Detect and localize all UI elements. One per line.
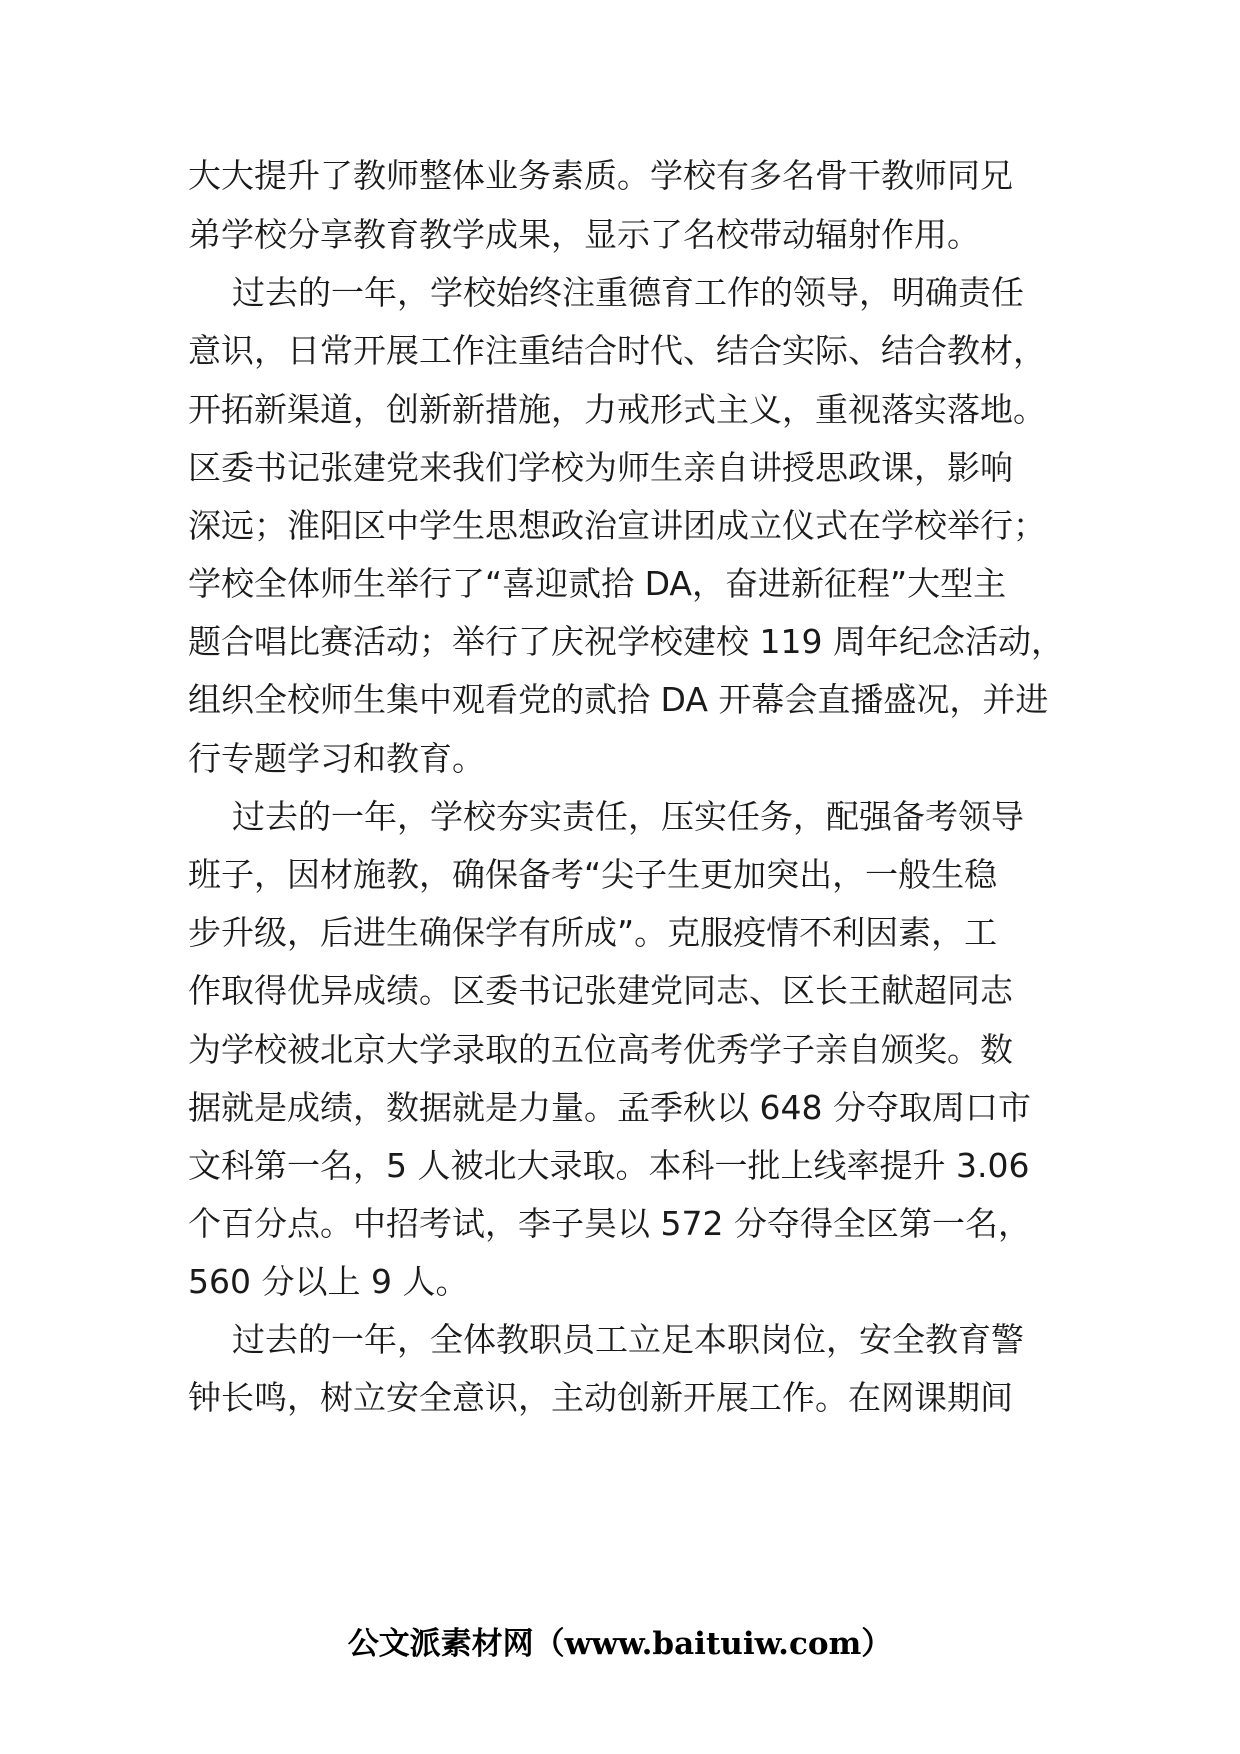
paragraph-start-line: 过去的一年，学校始终注重德育工作的领导，明确责任 (232, 273, 1024, 312)
text-line: 钟长鸣，树立安全意识，主动创新开展工作。在网课期间 (188, 1378, 1013, 1417)
text-line: 560 分以上 9 人。 (188, 1262, 469, 1301)
text-line: 为学校被北京大学录取的五位高考优秀学子亲自颁奖。数 (188, 1030, 1013, 1069)
text-line: 文科第一名，5 人被北大录取。本科一批上线率提升 3.06 (188, 1146, 1030, 1185)
text-line: 行专题学习和教育。 (188, 739, 485, 778)
paragraph-start-line: 过去的一年，全体教职员工立足本职岗位，安全教育警 (232, 1320, 1024, 1359)
text-line: 班子，因材施教，确保备考“尖子生更加突出，一般生稳 (188, 855, 998, 894)
text-line: 深远；淮阳区中学生思想政治宣讲团成立仪式在学校举行； (188, 506, 1046, 545)
text-line: 据就是成绩，数据就是力量。孟季秋以 648 分夺取周口市 (188, 1088, 1031, 1127)
text-line: 意识，日常开展工作注重结合时代、结合实际、结合教材， (188, 331, 1046, 370)
text-line: 作取得优异成绩。区委书记张建党同志、区长王献超同志 (188, 971, 1013, 1010)
text-line: 步升级，后进生确保学有所成”。克服疫情不利因素，工 (188, 913, 998, 952)
paragraph-start-line: 过去的一年，学校夯实责任，压实任务，配强备考领导 (232, 797, 1024, 836)
text-line: 大大提升了教师整体业务素质。学校有多名骨干教师同兄 (188, 156, 1013, 195)
footer-watermark: 公文派素材网（www.baituiw.com） (347, 1626, 893, 1662)
text-line: 弟学校分享教育教学成果，显示了名校带动辐射作用。 (188, 215, 980, 254)
text-line: 学校全体师生举行了“喜迎贰拾 DA，奋进新征程”大型主 (188, 564, 1007, 603)
text-line: 组织全校师生集中观看党的贰拾 DA 开幕会直播盛况，并进 (188, 680, 1049, 719)
text-line: 开拓新渠道，创新新措施，力戒形式主义，重视落实落地。 (188, 390, 1046, 429)
text-line: 个百分点。中招考试，李子昊以 572 分夺得全区第一名， (188, 1204, 1031, 1243)
text-line: 区委书记张建党来我们学校为师生亲自讲授思政课，影响 (188, 448, 1013, 487)
text-line: 题合唱比赛活动；举行了庆祝学校建校 119 周年纪念活动， (188, 622, 1064, 661)
